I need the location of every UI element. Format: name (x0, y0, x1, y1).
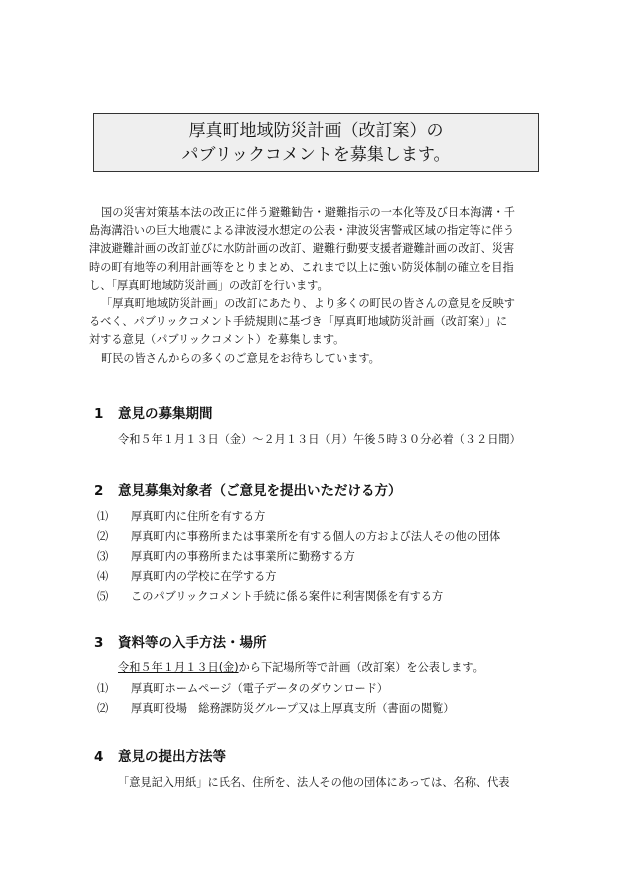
section-4-number: 4 (94, 749, 104, 765)
title-line-2: パブリックコメントを募集します。 (181, 145, 451, 165)
title-box (93, 113, 539, 172)
list-marker: ⑵ (97, 702, 109, 715)
section-3-lead-rest: から下記場所等で計画（改訂案）を公表します。 (238, 661, 484, 674)
list-marker: ⑵ (97, 530, 109, 543)
section-4-title: 意見の提出方法等 (118, 749, 226, 765)
title-line-1: 厚真町地域防災計画（改訂案）の (188, 121, 444, 141)
list-marker: ⑸ (97, 590, 109, 603)
list-item-text: 厚真町役場 総務課防災グループ又は上厚真支所（書面の閲覧） (131, 702, 455, 715)
list-item-text: 厚真町内の学校に在学する方 (131, 570, 277, 583)
section-1-title: 意見の募集期間 (118, 406, 213, 422)
list-marker: ⑶ (97, 550, 109, 563)
section-4-heading (94, 745, 226, 765)
list-item-text: 厚真町内に事務所または事業所を有する個人の方および法人その他の団体 (131, 530, 501, 543)
section-1-heading (94, 402, 213, 422)
intro-p1-line: 国の災害対策基本法の改正に伴う避難勧告・避難指示の一本化等及び日本海溝・千 (101, 206, 515, 219)
section-3-lead (118, 660, 484, 676)
section-3-lead-date: 令和５年１月１３日(金) (118, 661, 239, 674)
intro-p1-line: 時の町有地等の利用計画等をとりまとめ、これまで以上に強い防災体制の確立を目指 (89, 260, 514, 274)
section-2-title: 意見募集対象者（ご意見を提出いただける方） (118, 483, 402, 499)
list-marker: ⑴ (97, 510, 109, 523)
section-4-text: 「意見記入用紙」に氏名、住所を、法人その他の団体にあっては、名称、代表 (118, 776, 510, 789)
intro-p1-line: し、「厚真町地域防災計画」の改訂を行います。 (89, 278, 329, 292)
list-marker: ⑷ (97, 570, 109, 583)
section-1-number: 1 (94, 406, 104, 422)
intro-p3: 町民の皆さんからの多くのご意見をお待ちしています。 (101, 351, 380, 365)
intro-p1-line: 津波避難計画の改訂並びに水防計画の改訂、避難行動要支援者避難計画の改訂、災害 (89, 242, 515, 256)
list-item-text: 厚真町ホームページ（電子データのダウンロード） (131, 682, 389, 695)
section-1-text: 令和５年１月１３日（金）～２月１３日（月）午後５時３０分必着（３２日間） (118, 433, 521, 446)
list-item-text: 厚真町内に住所を有する方 (131, 510, 266, 523)
section-2-number: 2 (94, 483, 104, 499)
section-3-title: 資料等の入手方法・場所 (118, 635, 267, 651)
intro-p2-line: 対する意見（パブリックコメント）を募集します。 (89, 333, 345, 347)
section-2-heading (94, 479, 402, 499)
intro-p2-line: るべく、パブリックコメント手続規則に基づき「厚真町地域防災計画（改訂案）」に (89, 315, 508, 329)
intro-p2-line: 「厚真町地域防災計画」の改訂にあたり、より多くの町民の皆さんの意見を反映す (101, 297, 515, 311)
list-item-text: 厚真町内の事務所または事業所に勤務する方 (131, 550, 355, 563)
intro-p1-line: 島海溝沿いの巨大地震による津波浸水想定の公表・津波災害警戒区域の指定等に伴う (89, 224, 515, 238)
list-item (97, 509, 265, 525)
list-marker: ⑴ (97, 682, 109, 695)
section-3-heading (94, 631, 267, 651)
list-item (97, 681, 388, 697)
intro-text (89, 204, 549, 368)
section-3-number: 3 (94, 635, 104, 651)
list-item (97, 701, 455, 717)
list-item (97, 569, 276, 585)
list-item (97, 529, 500, 545)
list-item (97, 589, 443, 605)
list-item-text: このパブリックコメント手続に係る案件に利害関係を有する方 (131, 590, 444, 603)
list-item (97, 549, 355, 565)
